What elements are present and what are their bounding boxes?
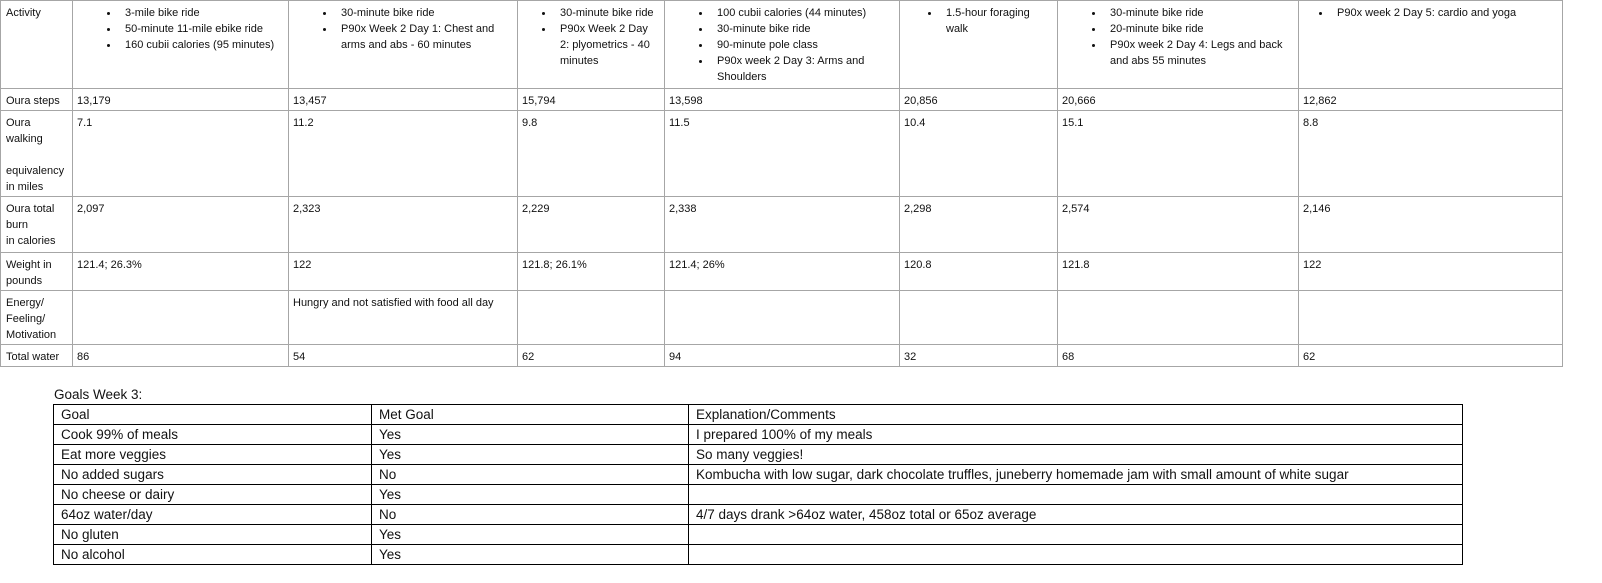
activity-list <box>1062 5 1294 69</box>
table-cell: 2,097 <box>73 197 289 253</box>
table-cell: 121.8; 26.1% <box>518 253 665 291</box>
table-cell <box>73 1 289 89</box>
table-cell <box>900 291 1058 345</box>
table-cell: I prepared 100% of my meals <box>689 425 1463 445</box>
table-cell: 62 <box>1299 345 1563 367</box>
table-cell: 122 <box>1299 253 1563 291</box>
list-item: • 160 cubii calories (95 minutes) <box>119 37 284 53</box>
row-label: Total water <box>1 345 73 367</box>
goal-row <box>54 445 1463 465</box>
row-label: Oura walking equivalency in miles <box>1 111 73 197</box>
goal-row <box>54 505 1463 525</box>
table-cell: 62 <box>518 345 665 367</box>
table-cell: 32 <box>900 345 1058 367</box>
goals-title: Goals Week 3: <box>54 387 143 402</box>
activity-row <box>1 253 1563 291</box>
list-item: • P90x week 2 Day 3: Arms and Shoulders <box>711 53 895 85</box>
table-cell: 13,457 <box>289 89 518 111</box>
table-cell <box>289 1 518 89</box>
row-label: Weight in pounds <box>1 253 73 291</box>
table-cell: Hungry and not satisfied with food all day <box>289 291 518 345</box>
list-item: • 1.5-hour foraging walk <box>940 5 1053 37</box>
table-cell: 9.8 <box>518 111 665 197</box>
table-cell: Yes <box>372 525 689 545</box>
table-cell: 2,298 <box>900 197 1058 253</box>
table-cell: 11.5 <box>665 111 900 197</box>
list-item: • P90x week 2 Day 4: Legs and back and abs 55 minutes <box>1104 37 1294 69</box>
table-cell: 20,666 <box>1058 89 1299 111</box>
activity-row <box>1 111 1563 197</box>
table-cell: 7.1 <box>73 111 289 197</box>
list-item: • 30-minute bike ride <box>554 5 660 21</box>
table-cell: Yes <box>372 425 689 445</box>
table-cell <box>1299 1 1563 89</box>
activity-list <box>522 5 660 69</box>
table-cell <box>900 1 1058 89</box>
list-item: • 90-minute pole class <box>711 37 895 53</box>
list-item: • 30-minute bike ride <box>335 5 513 21</box>
list-item: • P90x Week 2 Day 1: Chest and arms and abs - 60 minutes <box>335 21 513 53</box>
table-cell: 122 <box>289 253 518 291</box>
table-cell: Kombucha with low sugar, dark chocolate truffles, juneberry homemade jam with small amount of white sugar <box>689 465 1463 485</box>
column-header: Explanation/Comments <box>689 405 1463 425</box>
table-cell: 13,179 <box>73 89 289 111</box>
table-cell: 2,338 <box>665 197 900 253</box>
row-label: Oura total burn in calories <box>1 197 73 253</box>
table-cell: Cook 99% of meals <box>54 425 372 445</box>
activity-row <box>1 345 1563 367</box>
table-cell <box>665 1 900 89</box>
row-label: Activity <box>1 1 73 89</box>
table-cell: 8.8 <box>1299 111 1563 197</box>
table-cell: 120.8 <box>900 253 1058 291</box>
table-cell: 15,794 <box>518 89 665 111</box>
table-cell <box>665 291 900 345</box>
column-header: Goal <box>54 405 372 425</box>
list-item: • 100 cubii calories (44 minutes) <box>711 5 895 21</box>
column-header: Met Goal <box>372 405 689 425</box>
activity-list <box>293 5 513 53</box>
goal-row <box>54 525 1463 545</box>
activity-list <box>77 5 284 53</box>
list-item: • 3-mile bike ride <box>119 5 284 21</box>
list-item: • 20-minute bike ride <box>1104 21 1294 37</box>
table-cell: No <box>372 465 689 485</box>
table-cell: 11.2 <box>289 111 518 197</box>
table-cell: 121.4; 26% <box>665 253 900 291</box>
table-cell <box>689 485 1463 505</box>
table-cell: Yes <box>372 445 689 465</box>
table-cell: Yes <box>372 545 689 565</box>
goals-header-row <box>54 405 1463 425</box>
table-cell: No added sugars <box>54 465 372 485</box>
table-cell: 121.4; 26.3% <box>73 253 289 291</box>
activity-list <box>669 5 895 85</box>
table-cell: 54 <box>289 345 518 367</box>
table-cell: No alcohol <box>54 545 372 565</box>
goals-table <box>53 404 1463 565</box>
table-cell: No cheese or dairy <box>54 485 372 505</box>
table-cell <box>518 291 665 345</box>
table-cell: 2,574 <box>1058 197 1299 253</box>
table-cell <box>1058 291 1299 345</box>
activity-list <box>904 5 1053 37</box>
table-cell <box>1058 1 1299 89</box>
list-item: • P90x Week 2 Day 2: plyometrics - 40 minutes <box>554 21 660 69</box>
table-cell: 2,229 <box>518 197 665 253</box>
table-cell <box>1299 291 1563 345</box>
table-cell <box>689 525 1463 545</box>
table-cell: No gluten <box>54 525 372 545</box>
table-cell: 64oz water/day <box>54 505 372 525</box>
list-item: • 50-minute 11-mile ebike ride <box>119 21 284 37</box>
table-cell: 15.1 <box>1058 111 1299 197</box>
table-cell: 20,856 <box>900 89 1058 111</box>
goal-row <box>54 425 1463 445</box>
table-cell <box>689 545 1463 565</box>
table-cell: 10.4 <box>900 111 1058 197</box>
row-label: Energy/ Feeling/ Motivation <box>1 291 73 345</box>
table-cell: 13,598 <box>665 89 900 111</box>
table-cell: 12,862 <box>1299 89 1563 111</box>
table-cell <box>518 1 665 89</box>
table-cell <box>73 291 289 345</box>
activity-row <box>1 197 1563 253</box>
table-cell: 121.8 <box>1058 253 1299 291</box>
goal-row <box>54 545 1463 565</box>
row-label: Oura steps <box>1 89 73 111</box>
table-cell: So many veggies! <box>689 445 1463 465</box>
table-cell: 2,146 <box>1299 197 1563 253</box>
table-cell: 94 <box>665 345 900 367</box>
activity-row <box>1 291 1563 345</box>
list-item: • P90x week 2 Day 5: cardio and yoga <box>1331 5 1558 21</box>
list-item: • 30-minute bike ride <box>711 21 895 37</box>
goal-row <box>54 485 1463 505</box>
table-cell: 86 <box>73 345 289 367</box>
table-cell: No <box>372 505 689 525</box>
activity-row <box>1 89 1563 111</box>
table-cell: 2,323 <box>289 197 518 253</box>
table-cell: 68 <box>1058 345 1299 367</box>
activity-list <box>1303 5 1558 21</box>
goal-row <box>54 465 1463 485</box>
activity-row <box>1 1 1563 89</box>
list-item: • 30-minute bike ride <box>1104 5 1294 21</box>
table-cell: 4/7 days drank >64oz water, 458oz total or 65oz average <box>689 505 1463 525</box>
table-cell: Yes <box>372 485 689 505</box>
table-cell: Eat more veggies <box>54 445 372 465</box>
